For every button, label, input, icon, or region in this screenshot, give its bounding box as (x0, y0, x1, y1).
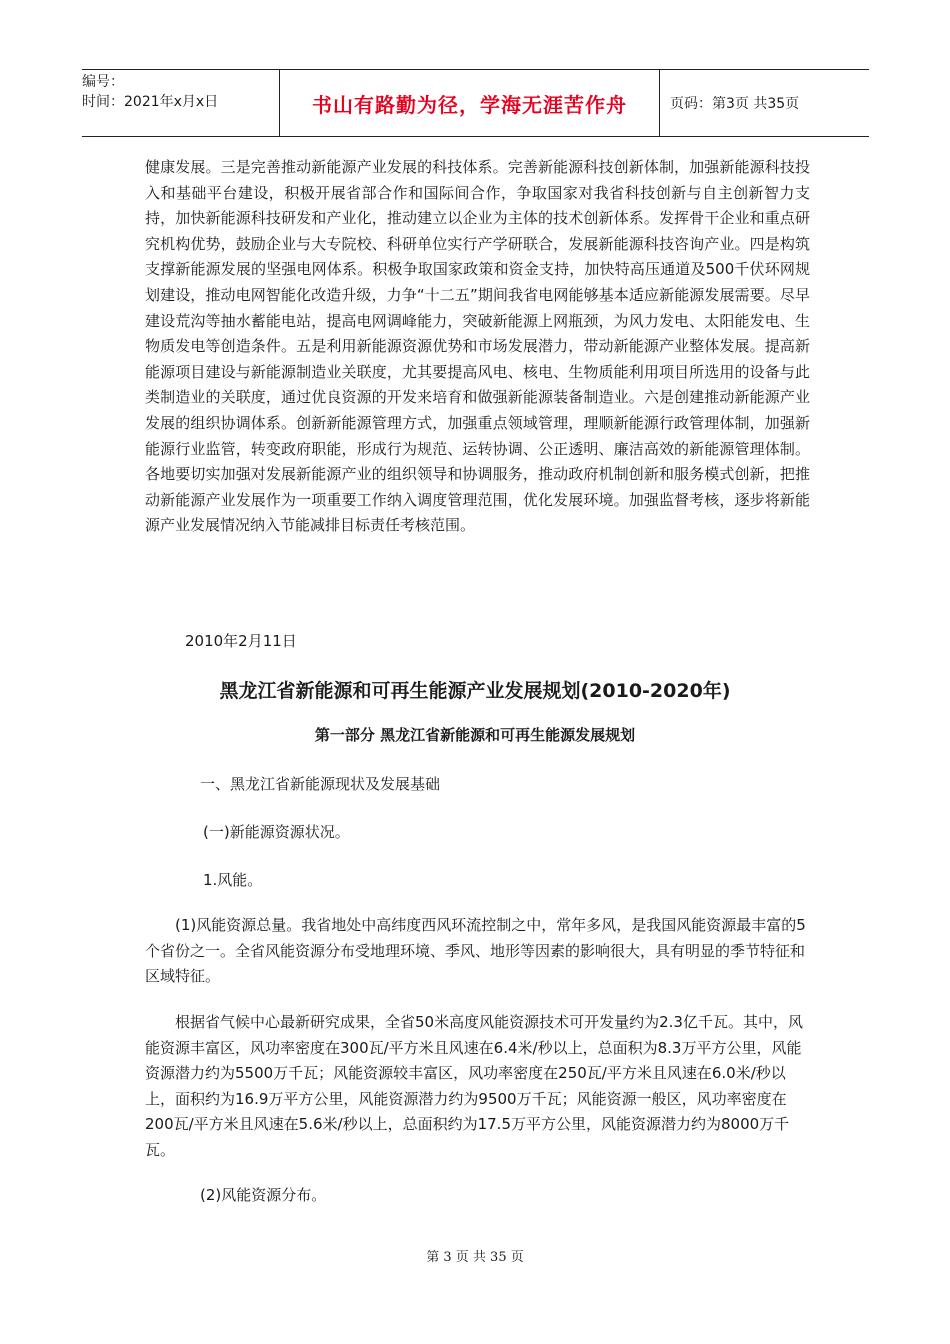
header-motto: 书山有路勤为径，学海无涯苦作舟 (280, 70, 660, 136)
doc-date: 时间：2021年x月x日 (82, 94, 219, 110)
item-heading: 1.风能。 (203, 871, 263, 889)
document-title: 黑龙江省新能源和可再生能源产业发展规划(2010-2020年) (219, 680, 731, 702)
part-title: 第一部分 黑龙江省新能源和可再生能源发展规划 (314, 726, 636, 744)
header-page-info: 页码：第3页 共35页 (670, 96, 800, 112)
subsection-heading: (一)新能源资源状况。 (203, 823, 350, 841)
paragraph-wind-data: 根据省气候中心最新研究成果，全省50米高度风能资源技术可开发量约为2.3亿千瓦。其中，风能资源丰富区，风功率密度在300瓦/平方米且风速在6.4米/秒以上，总面积为8.3万平方公里，风能资源潜力约为5500万千瓦；风能资源较丰富区，风功率密度在250瓦/平方米且风速在6.0米/秒以上，面积约为16.9万平方公里，风能资源潜力约为9500万千瓦；风能资源一般区，风功率密度在200瓦/平方米且风速在5.6米/秒以上，总面积约为17.5万平方公里，风能资源潜力约为8000万千瓦。 (145, 1013, 803, 1159)
section-heading: 一、黑龙江省新能源现状及发展基础 (200, 775, 441, 793)
doc-number-label: 编号： (82, 74, 124, 90)
header-meta (82, 70, 280, 136)
page-footer: 第 3 页 共 35 页 (426, 1250, 524, 1265)
paragraph-wind-total: (1)风能资源总量。我省地处中高纬度西风环流控制之中，常年多风，是我国风能资源最丰富的5个省份之一。全省风能资源分布受地理环境、季风、地形等因素的影响很大，具有明显的季节特征和区域特征。 (145, 916, 806, 986)
paragraph-wind-distribution: (2)风能资源分布。 (200, 1186, 327, 1204)
page-header (82, 69, 869, 137)
signing-date: 2010年2月11日 (185, 632, 297, 650)
continuation-paragraph: 健康发展。三是完善推动新能源产业发展的科技体系。完善新能源科技创新体制，加强新能源科技投入和基础平台建设，积极开展省部合作和国际间合作，争取国家对我省科技创新与自主创新智力支持，加快新能源科技研发和产业化，推动建立以企业为主体的技术创新体系。发挥骨干企业和重点研究机构优势，鼓励企业与大专院校、科研单位实行产学研联合，发展新能源科技咨询产业。四是构筑支撑新能源发展的坚强电网体系。积极争取国家政策和资金支持，加快特高压通道及500千伏环网规划建设，推动电网智能化改造升级，力争“十二五”期间我省电网能够基本适应新能源发展需要。尽早建设荒沟等抽水蓄能电站，提高电网调峰能力，突破新能源上网瓶颈，为风力发电、太阳能发电、生物质发电等创造条件。五是利用新能源资源优势和市场发展潜力，带动新能源产业整体发展。提高新能源项目建设与新能源制造业关联度，尤其要提高风电、核电、生物质能利用项目所选用的设备与此类制造业的关联度，通过优良资源的开发来培育和做强新能源装备制造业。六是创建推动新能源产业发展的组织协调体系。创新新能源管理方式，加强重点领域管理，理顺新能源行政管理体制，加强新能源行业监管，转变政府职能，形成行为规范、运转协调、公正透明、廉洁高效的新能源管理体制。各地要切实加强对发展新能源产业的组织领导和协调服务，推动政府机制创新和服务模式创新，把推动新能源产业发展作为一项重要工作纳入调度管理范围，优化发展环境。加强监督考核，逐步将新能源产业发展情况纳入节能减排目标责任考核范围。 (145, 158, 810, 535)
